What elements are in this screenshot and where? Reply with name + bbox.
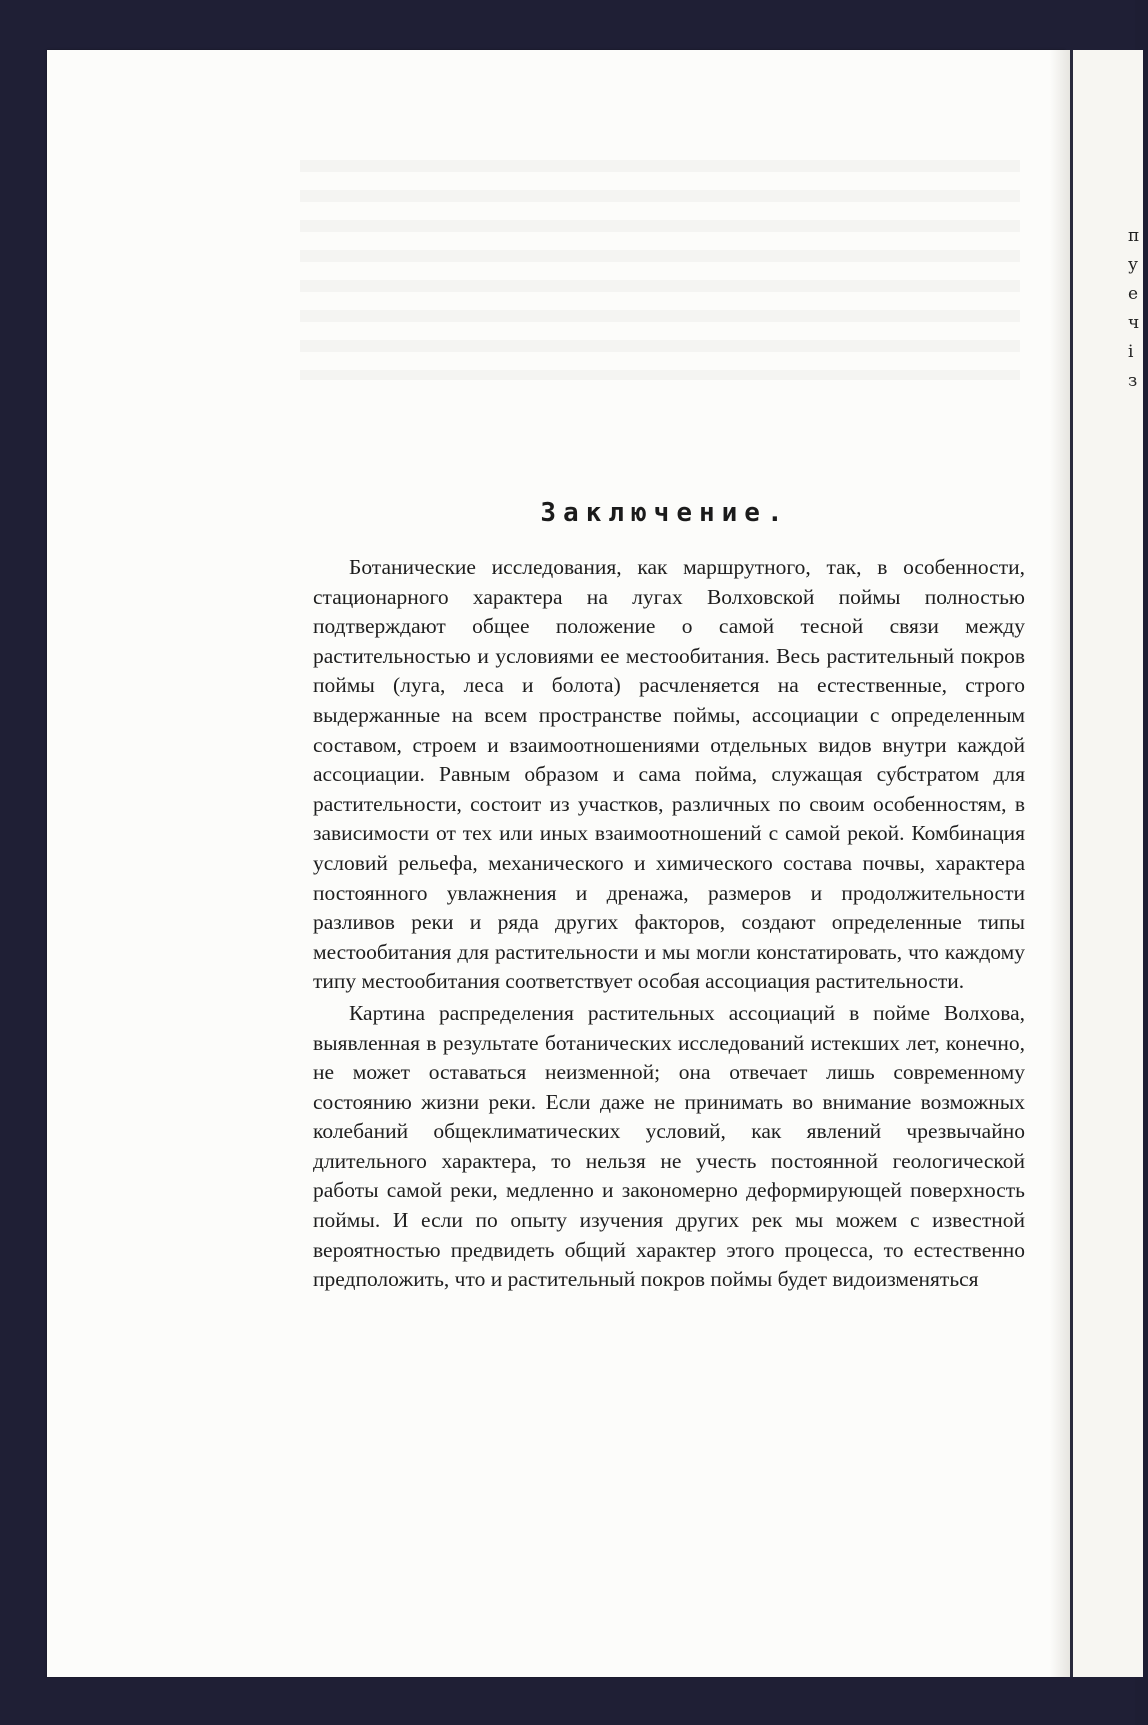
show-through-text <box>300 160 1020 380</box>
body-text <box>313 553 1025 1297</box>
paragraph-1: Ботанические исследования, как маршрутного, так, в особенности, стационарного характера на лугах Волховской поймы полностью подтверждают общее положение о самой тесной связи между растительностью и условиями ее местообитания. Весь растительный покров поймы (луга, леса и болота) расчленяется на естественные, строго выдержанные на всем пространстве поймы, ассоциации с определенным составом, строем и взаимоотношениями отдельных видов внутри каждой ассоциации. Равным образом и сама пойма, служащая субстратом для растительности, состоит из участков, различных по своим особенностям, в зависимости от тех или иных взаимоотношений с самой рекой. Комбинация условий рельефа, механического и химического состава почвы, характера постоянного увлажнения и дренажа, размеров и продолжительности разливов реки и ряда других факторов, создают определенные типы местообитания для растительности и мы могли констатировать, что каждому типу местообитания соответствует особая ассоциация растительности. <box>313 555 1025 994</box>
edge-glyph: п <box>1128 226 1140 246</box>
adjacent-page-glyphs <box>1128 222 1148 396</box>
edge-glyph: е <box>1128 284 1139 304</box>
paragraph-2: Картина распределения растительных ассоциаций в пойме Волхова, выявленная в результате ботанических исследований истекших лет, конечно, не может оставаться неизменной; она отвечает лишь современному состоянию жизни реки. Если даже не принимать во внимание возможных колебаний общеклиматических условий, как явлений чрезвычайно длительного характера, то нельзя не учесть постоянной геологической работы самой реки, медленно и закономерно деформирующей поверхность поймы. И если по опыту изучения других рек мы можем с известной вероятностью предвидеть общий характер этого процесса, то естественно предположить, что и растительный покров поймы будет видоизменяться <box>313 1000 1025 1292</box>
chapter-title: Заключение. <box>540 498 790 528</box>
edge-glyph: у <box>1128 255 1139 275</box>
spine-shadow <box>1050 50 1070 1677</box>
edge-glyph: ч <box>1128 313 1140 333</box>
edge-glyph: з <box>1128 371 1138 391</box>
edge-glyph: і <box>1128 342 1134 362</box>
